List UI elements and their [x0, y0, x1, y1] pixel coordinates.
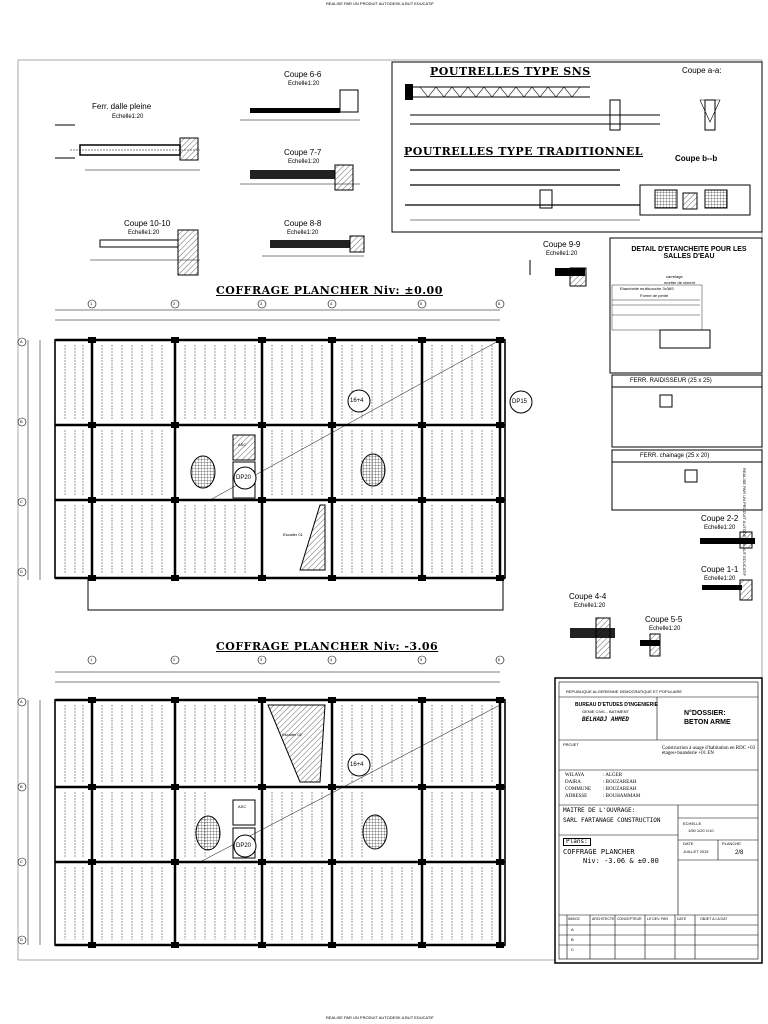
cartouche-plans-value: COFFRAGE PLANCHER — [563, 848, 635, 856]
cartouche-dossier-value: BETON ARME — [684, 719, 731, 726]
axis-row-c-plan2: C — [20, 859, 23, 864]
cartouche-commune: : BOUZAREAH — [603, 787, 637, 792]
watermark-bottom: REALISE PAR UN PRODUIT AUTODESK A BUT EDUCATIF — [326, 1015, 434, 1020]
cartouche-projet-label: PROJET — [563, 742, 579, 747]
coupe-6-6-scale: Echelle1:20 — [288, 81, 320, 87]
axis-row-b: B — [20, 419, 23, 424]
axis-col-6: 6 — [498, 301, 501, 306]
axis-col-4: 4 — [330, 301, 333, 306]
table-row-a: A — [571, 927, 574, 932]
coupe-6-6-detail — [240, 90, 360, 120]
cartouche-wilaya: : ALGER — [603, 773, 623, 778]
coupe-9-9-scale: Echelle1:20 — [546, 251, 578, 257]
asc-label-plan1: ASC — [238, 442, 247, 447]
escalier-1-label: Escalier 01 — [283, 532, 303, 537]
plan-1-title: COFFRAGE PLANCHER Niv: ±0.00 — [216, 284, 443, 297]
axis-col-1: 1 — [90, 301, 93, 306]
tag-dp15: DP15 — [512, 399, 528, 405]
coupe-8-8-detail — [262, 236, 364, 256]
coupe-8-8-title: Coupe 8-8 — [284, 219, 322, 228]
axis-col-1-plan2: 1 — [90, 657, 93, 662]
cartouche-date-label: DATE — [683, 841, 694, 846]
escalier-2-label: Escalier 02 — [282, 732, 302, 737]
coupe-5-5-scale: Echelle1:20 — [649, 626, 681, 632]
axis-col-5: 5 — [420, 301, 423, 306]
cartouche-commune-label: COMMUNE — [565, 787, 592, 792]
axis-row-d-plan2: D — [20, 937, 23, 942]
cartouche-planche-value: 2/8 — [735, 850, 744, 856]
table-header-concepteur: CONCEPTEUR — [617, 917, 642, 921]
cartouche-republique: REPUBLIQUE ALGERIENNE DEMOCRATIQUE ET POPULAIRE — [566, 689, 683, 694]
coupe-aa-title: Coupe a-a: — [682, 66, 722, 75]
coupe-10-10-scale: Echelle1:20 — [128, 230, 160, 236]
table-header-objet: OBJET & LA DAT — [700, 917, 728, 921]
cartouche-wilaya-label: WILAYA — [565, 773, 585, 778]
plan-2 — [18, 656, 505, 948]
axis-col-2-plan2: 2 — [173, 657, 176, 662]
cartouche-engineer: BELHADJ AHMED — [582, 716, 629, 723]
coupe-6-6-title: Coupe 6-6 — [284, 70, 322, 79]
ferr-dalle-scale: Echelle1:20 — [112, 114, 144, 120]
axis-col-2: 2 — [173, 301, 176, 306]
cartouche-dossier-label: N°DOSSIER: — [684, 710, 726, 717]
coupe-9-9-title: Coupe 9-9 — [543, 240, 581, 249]
cartouche-plans-label: Plans: — [563, 838, 591, 846]
cartouche-echelle-label: ECHELLE — [683, 821, 702, 826]
coupe-7-7-title: Coupe 7-7 — [284, 148, 322, 157]
coupe-4-4-title: Coupe 4-4 — [569, 592, 607, 601]
table-header-indice: INDICE — [568, 917, 580, 921]
coupe-bb-title: Coupe b--b — [675, 154, 718, 163]
watermark-right: REALISE PAR UN PRODUIT AUTODESK A BUT EDUCATIF — [741, 468, 747, 576]
cartouche-date-value: JUILLET 2019 — [683, 849, 709, 854]
etancheite-title: DETAIL D'ETANCHEITE POUR LES SALLES D'EAU — [631, 246, 747, 260]
coupe-7-7-scale: Echelle1:20 — [288, 159, 320, 165]
coupe-10-10-title: Coupe 10-10 — [124, 219, 171, 228]
coupe-2-2-scale: Echelle1:20 — [704, 525, 736, 531]
table-header-dev: LE DEV. PAR — [647, 917, 669, 921]
coupe-7-7-detail — [240, 165, 360, 190]
axis-row-d: D — [20, 569, 23, 574]
axis-col-4-plan2: 4 — [330, 657, 333, 662]
cartouche-adresse: : BOUHAMMAM — [603, 794, 641, 799]
poutrelles-trad-title: POUTRELLES TYPE TRADITIONNEL — [404, 145, 643, 158]
plan-2-title: COFFRAGE PLANCHER Niv: -3.06 — [216, 640, 439, 653]
axis-row-a-plan2: A — [20, 699, 23, 704]
coupe-10-10-detail — [90, 230, 200, 275]
tag-16-4-plan1: 16+4 — [350, 398, 364, 404]
coupe-4-4-scale: Echelle1:20 — [574, 603, 606, 609]
tag-16-4-plan2: 16+4 — [350, 762, 364, 768]
cartouche-planche-label: PLANCHE — [722, 841, 741, 846]
tag-dp20-plan2: DP20 — [236, 843, 252, 849]
table-row-c: C — [571, 947, 574, 952]
watermark-top: REALISE PAR UN PRODUIT AUTODESK A BUT EDUCATIF — [326, 1, 434, 6]
etancheite-line-4: Forme de pente — [640, 293, 669, 298]
cartouche-daira: : BOUZAREAH — [603, 780, 637, 785]
cartouche-maitre-name: SARL FARTANAGE CONSTRUCTION — [563, 817, 661, 824]
poutrelles-sns-title: POUTRELLES TYPE SNS — [430, 65, 591, 78]
coupe-1-1-title: Coupe 1-1 — [701, 565, 739, 574]
chainage-title: FERR. chainage (25 x 20) — [640, 453, 710, 459]
plan-1 — [18, 300, 532, 610]
etancheite-line-2: mortier de ciment — [664, 280, 695, 285]
axis-row-c: C — [20, 499, 23, 504]
cartouche-echelle-value: 1/50 1/20 1/10 — [688, 828, 714, 833]
axis-row-a: A — [20, 339, 23, 344]
table-row-b: B — [571, 937, 574, 942]
etancheite-line-3: Etancheite multicouche 3x36S — [620, 286, 674, 291]
axis-col-6-plan2: 6 — [498, 657, 501, 662]
asc-label-plan2: ASC — [238, 804, 247, 809]
cartouche-bureau: BUREAU D'ETUDES D'INGENIERIE — [575, 702, 658, 708]
axis-col-5-plan2: 5 — [420, 657, 423, 662]
cartouche-adresse-label: ADRESSE — [565, 794, 588, 799]
cartouche-bureau-sub: GENIE CIVIL - BATIMENT — [582, 709, 629, 714]
coupe-1-1-scale: Echelle1:20 — [704, 576, 736, 582]
axis-col-3: 3 — [260, 301, 263, 306]
coupe-9-9-detail — [530, 260, 586, 286]
etancheite-box — [610, 238, 762, 510]
cartouche-maitre: MAITRE DE L'OUVRAGE: — [563, 807, 636, 814]
table-header-architecte: ARCHITECTE — [592, 917, 615, 921]
tag-dp20-plan1: DP20 — [236, 475, 252, 481]
cartouche-daira-label: DAIRA — [565, 780, 581, 785]
raidisseur-title: FERR. RAIDISSEUR (25 x 25) — [630, 378, 712, 384]
axis-row-b-plan2: B — [20, 784, 23, 789]
cartouche-projet: Construction à usage d'habitation en RDC +03 étages+buanderie +01 EN — [662, 746, 756, 756]
cartouche-plans-niv: Niv: -3.06 & ±0.00 — [583, 857, 659, 865]
axis-col-3-plan2: 3 — [260, 657, 263, 662]
table-header-date: DATE — [677, 917, 687, 921]
coupe-2-2-title: Coupe 2-2 — [701, 514, 739, 523]
etancheite-line-1: carrelage — [666, 274, 683, 279]
ferr-dalle-title: Ferr. dalle pleine — [92, 102, 152, 111]
coupe-8-8-scale: Echelle1:20 — [287, 230, 319, 236]
ferr-dalle-detail — [55, 125, 200, 170]
coupe-5-5-title: Coupe 5-5 — [645, 615, 683, 624]
